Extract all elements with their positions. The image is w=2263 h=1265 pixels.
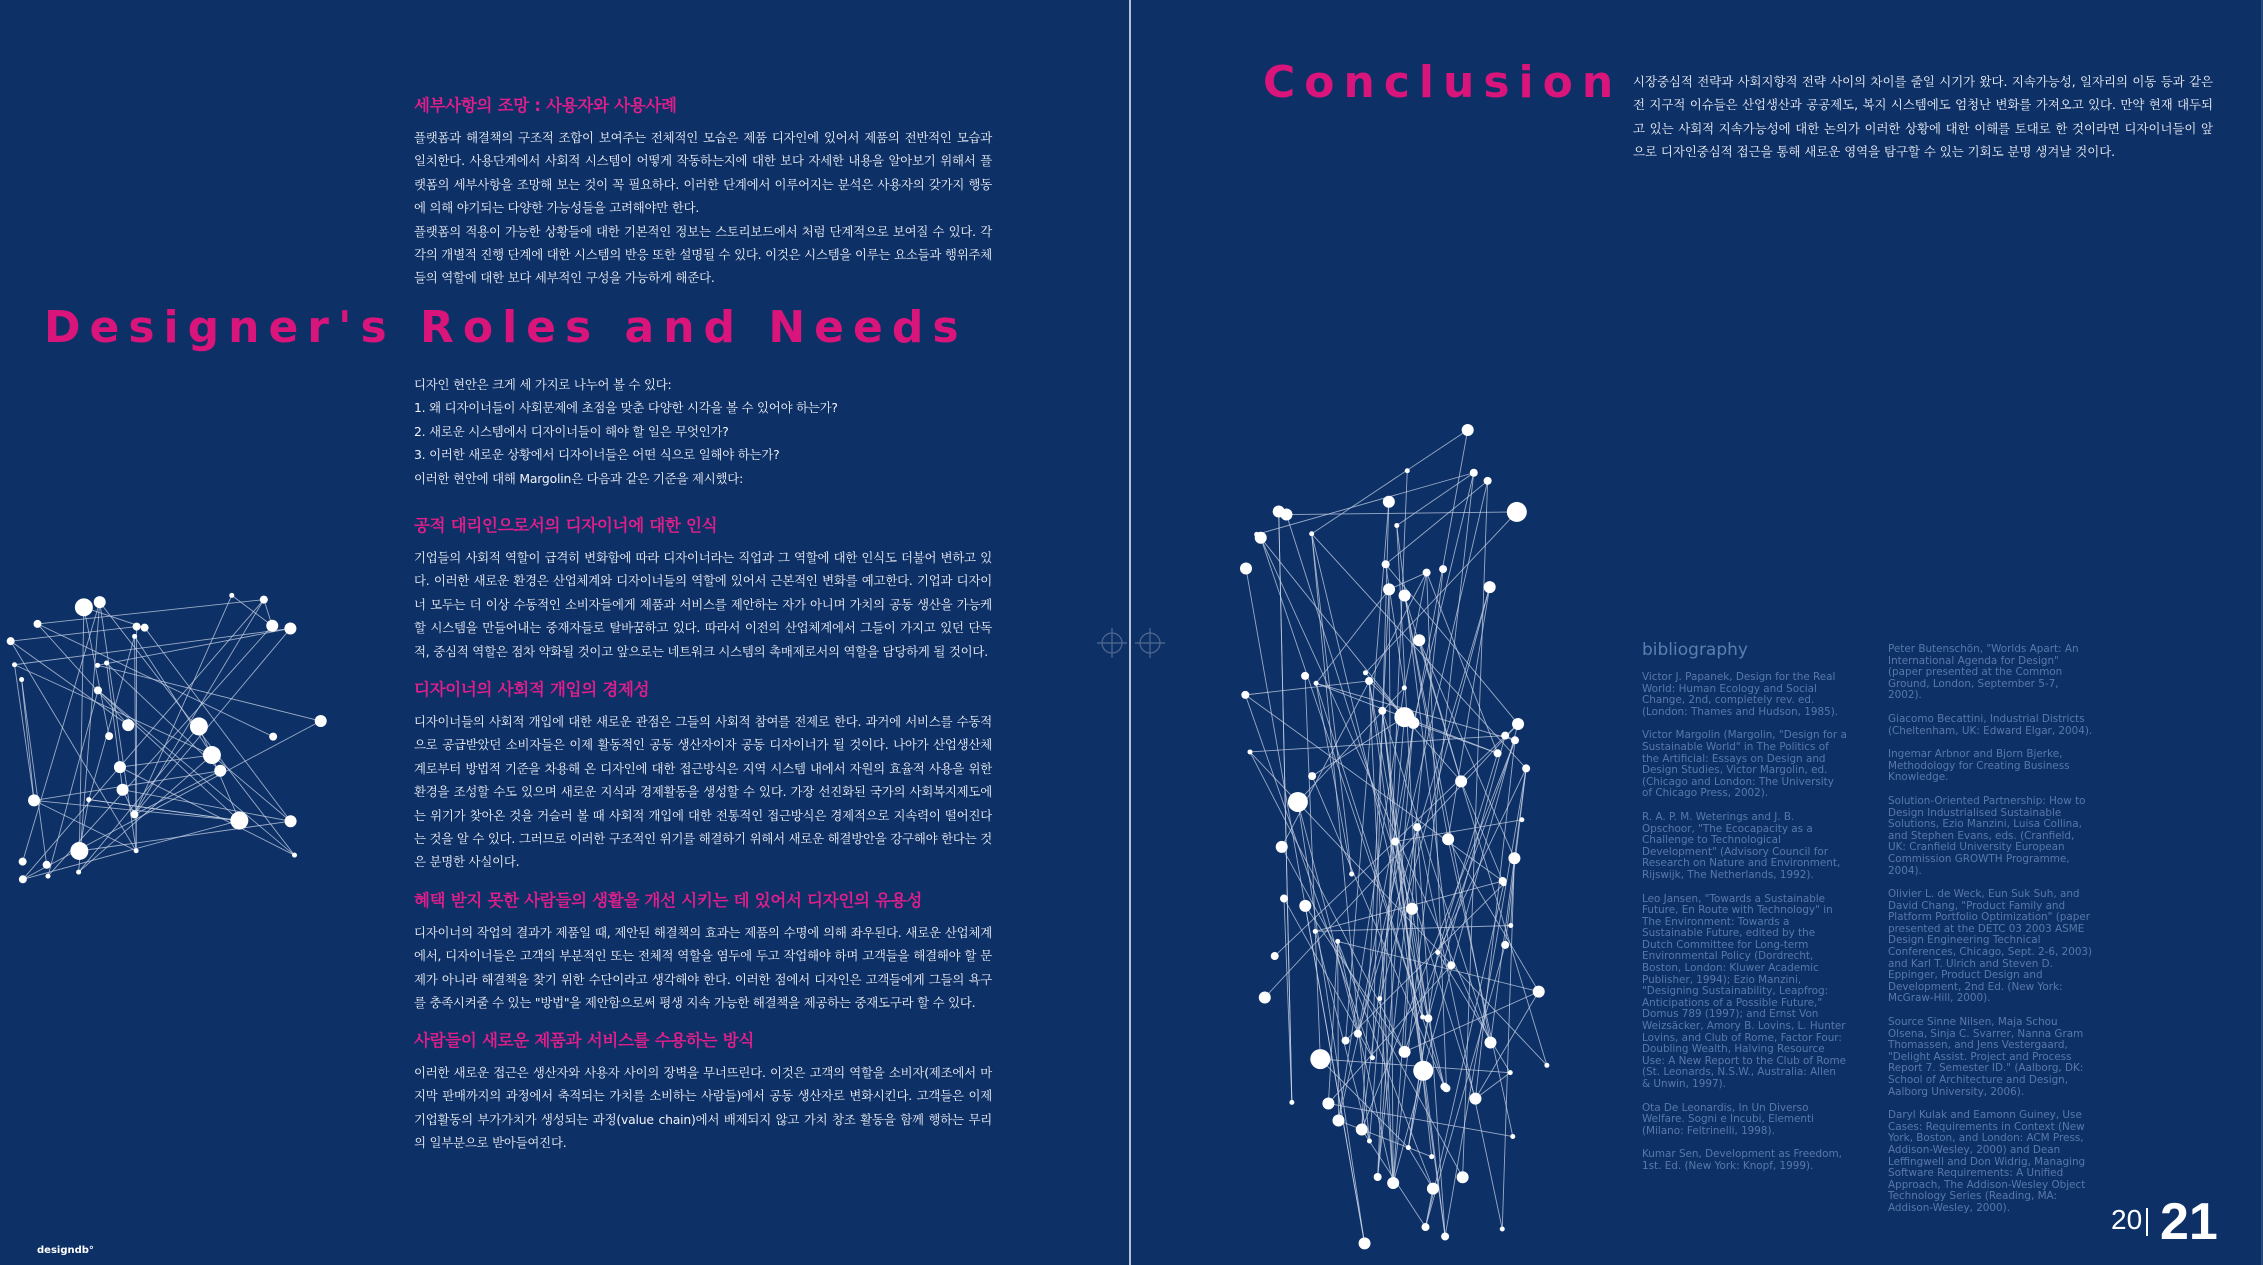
network-node [284, 622, 296, 634]
intro-line: 3. 이러한 새로운 상황에서 디자이너들은 어떤 식으로 일해야 하는가? [414, 447, 780, 463]
network-node [190, 717, 208, 735]
network-node [1365, 677, 1373, 685]
network-node [1420, 1015, 1425, 1020]
conclusion-body: 시장중심적 전략과 사회지향적 전략 사이의 차이를 줄일 시기가 왔다. 지속가능성, 일자리의 이동 등과 같은 전 지구적 이슈들은 산업생산과 공공제도, 복지 시스템에도 엄청난 변화를 가져오고 있다. 만약 현재 대두되고 있는 사회적 지속가능성에 대한 논의가 이러한 상황에 대한 이해를 토대로 한 것이라면 디자이너들이 앞으로 디자인중심적 접근을 통해 새로운 영역을 탐구할 수 있는 기회도 분명 생겨날 것이다. [1633, 74, 2213, 160]
intro-line: 이러한 현안에 대해 Margolin은 다음과 같은 기준을 제시했다: [414, 470, 744, 486]
network-link [79, 821, 290, 851]
network-node [1332, 1114, 1344, 1126]
network-node [141, 624, 149, 632]
network-node [1413, 823, 1421, 831]
network-node [1427, 1183, 1439, 1195]
network-link [11, 627, 137, 642]
network-node [1512, 718, 1524, 730]
network-node [95, 663, 100, 668]
network-node [1405, 468, 1410, 473]
network-node [1544, 1063, 1549, 1068]
network-link [11, 641, 129, 725]
network-node [1470, 469, 1478, 477]
network-node [114, 761, 126, 773]
network-node [1308, 772, 1316, 780]
network-node [130, 810, 138, 818]
network-node [1378, 707, 1386, 715]
network-node [292, 853, 297, 858]
section-acceptance [414, 1027, 992, 1155]
network-node [12, 662, 17, 667]
network-node [1254, 532, 1259, 537]
network-node [269, 733, 277, 741]
network-link [22, 680, 34, 801]
network-node [1422, 1223, 1430, 1231]
detail-view-paragraph-1: 플랫폼과 해결책의 구조적 조합이 보여주는 전체적인 모습은 제품 디자인에 있어서 제품의 전반적인 모습과 일치한다. 사용단계에서 사회적 시스템이 어떻게 작동하는지에 대한 보다 자세한 내용을 알아보기 위해서 플랫폼의 세부사항을 조망해 보는 것이 꼭 필요하다. 이러한 단계에서 이루어지는 분석은 사용자의 갖가지 행동에 의해 야기되는 다양한 가능성들을 고려해야만 한다. [414, 130, 992, 216]
network-link [1312, 430, 1468, 534]
network-node [1494, 749, 1502, 757]
section-body: 디자이너의 작업의 결과가 제품일 때, 제안된 해결책의 효과는 제품의 수명에 의해 좌우된다. 새로운 산업체계에서, 디자이너들은 고객의 부분적인 또는 전체적 역할을 염두에 두고 작업해야 하며 고객들을 해결해야 할 문제가 아니라 해결책을 찾기 위한 수단이라고 생각해야 한다. 이러한 점에서 디자인은 고객들에게 그들의 욕구를 충족시켜줄 수 있는 "방법"을 제안함으로써 평생 지속 가능한 해결책을 제공하는 중재도구라 할 수 있다. [414, 925, 992, 1011]
network-node [94, 686, 102, 694]
network-node [1382, 560, 1390, 568]
section-body: 이러한 새로운 접근은 생산자와 사용자 사이의 장벽을 무너뜨린다. 이것은 고객의 역할을 소비자(제조에서 마지막 판매까지의 과정에서 축적되는 가치를 소비하는 사람들)에서 공동 생산자로 변화시킨다. 고객들은 이제 기업활동의 부가가치가 생성되는 과정(value chain)에서 배제되지 않고 가치 창조 활동을 함께 행하는 무리의 일부분으로 받아들여진다. [414, 1065, 992, 1151]
network-node [1413, 634, 1425, 646]
network-node [1440, 1083, 1448, 1091]
network-link [1250, 752, 1405, 1052]
network-node [1391, 838, 1399, 846]
bibliography-entry: Daryl Kulak and Eamonn Guiney, Use Cases: Requirements in Context (New York, Boston, and London: ACM Press, Addison-Wesley, 2000) and Dean Leffingwell and Don Widrig, Managing Software Requirements: A Unified Approach, The Addison-Wesley Object Technology Series (Reading, MA: Addison-Wesley, 2000). [1888, 1109, 2086, 1214]
bibliography-entry: Victor Margolin (Margolin, "Design for a Sustainable World" in The Politics of the Artificial: Essays on Design and Design Studies, Victor Margolin, ed. (Chicago and London: The University of Chicago Press, 2002). [1642, 729, 1847, 800]
detail-view-block [414, 92, 992, 290]
network-link [38, 624, 274, 737]
network-node [1399, 1046, 1411, 1058]
network-link [1490, 768, 1526, 1042]
network-node [285, 815, 297, 827]
network-node [1377, 996, 1382, 1001]
network-link [1328, 965, 1451, 1103]
network-node [1406, 903, 1418, 915]
network-node [1484, 477, 1492, 485]
network-link [23, 602, 100, 861]
network-node [1288, 792, 1308, 812]
network-node [1299, 900, 1311, 912]
network-node [94, 596, 106, 608]
conclusion-block [1633, 70, 2213, 164]
network-node [266, 620, 278, 632]
network-node [86, 797, 91, 802]
network-node [34, 620, 42, 628]
network-node [1356, 1124, 1368, 1136]
network-link [1298, 802, 1365, 1243]
network-node [1276, 841, 1288, 853]
bibliography-entry: Solution-Oriented Partnership: How to Design Industrialised Sustainable Solutions, Ezio Manzini, Luisa Collina, and Stephen Evans, eds. (Cranfield, UK: Cranfield University European Commission GROWTH Programme, 2004). [1888, 794, 2086, 877]
section-heading: 혜택 받지 못한 사람들의 생활을 개선 시키는 데 있어서 디자인의 유용성 [414, 891, 922, 910]
intro-line: 1. 왜 디자이너들이 사회문제에 초점을 맞춘 다양한 시각을 볼 수 있어야 하는가? [414, 400, 838, 416]
network-node [1510, 1134, 1515, 1139]
page-number-right: 21 [2160, 1193, 2218, 1251]
network-link [123, 790, 291, 821]
bibliography-column-2 [1888, 644, 2093, 1227]
network-node [1241, 691, 1249, 699]
network-node [1501, 732, 1509, 740]
network-link [1257, 473, 1474, 535]
section-title-designers-roles: Designer's Roles and Needs [44, 302, 968, 353]
network-node [1402, 685, 1407, 690]
network-node [122, 719, 134, 731]
network-node [203, 746, 221, 764]
bibliography-title: bibliography [1642, 640, 1748, 660]
network-node [1447, 961, 1455, 969]
page-number-left: 20 [2111, 1204, 2143, 1235]
network-graphic-right [1230, 360, 1570, 1265]
network-node [1301, 672, 1309, 680]
network-node [1383, 496, 1395, 508]
network-link [98, 628, 291, 665]
network-node [45, 874, 50, 879]
network-node [1248, 749, 1253, 754]
detail-view-heading: 세부사항의 조망 : 사용자와 사용사례 [414, 96, 677, 115]
network-node [1424, 1014, 1432, 1022]
network-node [1354, 1030, 1362, 1038]
network-link [145, 628, 291, 822]
network-link [1408, 1148, 1433, 1189]
network-node [1374, 1173, 1382, 1181]
network-node [43, 861, 51, 869]
network-graphic-left [0, 560, 360, 900]
network-node [1370, 1055, 1375, 1060]
network-node [1457, 1171, 1469, 1183]
network-link [1316, 683, 1515, 740]
network-node [1501, 941, 1509, 949]
section-body: 디자이너들의 사회적 개입에 대한 새로운 관점은 그들의 사회적 참여를 전제로 한다. 과거에 서비스를 수동적으로 공급받았던 소비자들은 이제 활동적인 공동 생산자이자 공동 디자이너가 될 것이다. 나아가 산업생산체계로부터 방법적 기준을 차용해 온 디자인에 대한 접근방식은 지역 시스템 내에서 자원의 효율적 사용을 위한 환경을 조성할 수도 있으며 새로운 지식과 경제활동을 생성할 수 있다. 가장 선진화된 국가의 사회복지제도에는 위기가 찾아온 것을 거슬러 볼 때 사회적 개입에 대한 전통적인 접근방식은 경제적으로 지속력이 떨어진다는 것을 알 수 있다. 그러므로 이러한 구조적인 위기를 해결하기 위해서 새로운 해결방안을 강구해야 한다는 것은 분명한 사실이다. [414, 714, 992, 870]
network-node [1435, 950, 1440, 955]
network-link [15, 628, 291, 664]
network-link [15, 665, 35, 801]
network-node [1259, 992, 1271, 1004]
network-node [75, 598, 93, 616]
network-node [315, 715, 327, 727]
network-link [1413, 473, 1473, 723]
network-node [1240, 562, 1252, 574]
network-node [1508, 852, 1520, 864]
section-heading: 디자이너의 사회적 개입의 경제성 [414, 680, 650, 699]
network-node [104, 661, 109, 666]
network-link [212, 755, 291, 821]
network-node [1310, 1049, 1330, 1069]
bibliography-entry: Ingemar Arbnor and Bjorn Bjerke, Methodology for Creating Business Knowledge. [1888, 748, 2070, 784]
network-node [1439, 565, 1447, 573]
network-node [1519, 817, 1524, 822]
network-node [1423, 569, 1431, 577]
network-link [22, 680, 47, 865]
network-link [98, 690, 295, 855]
network-link [1286, 512, 1516, 515]
bibliography-entry: Kumar Sen, Development as Freedom, 1st. Ed. (New York: Knopf, 1999). [1642, 1148, 1842, 1172]
network-node [76, 870, 81, 875]
network-node [1501, 881, 1506, 886]
network-node [70, 842, 88, 860]
bibliography-entry: Leo Jansen, "Towards a Sustainable Future, En Route with Technology" in The Environment: Towards a Sustainable Future, edited by the Dutch Committee for Long-term Environmental Policy (Dordrecht, Boston, London: Kluwer Academic Publisher, 1994); Ezio Manzini, "Designing Sustainability, Leapfrog: Anticipations of a Possible Future," Domus 789 (1997); and Ernst Von Weizsäcker, Amory B. Lovins, L. Hunter Lovins, and Club of Rome, Factor Four: Doubling Wealth, Halving Resource Use: A New Report to the Club of Rome (St. Leonards, N.S.W., Australia: Allen & Unwin, 1997). [1642, 892, 1846, 1090]
network-node [19, 677, 24, 682]
network-node [1359, 1237, 1371, 1249]
network-node [1394, 523, 1399, 528]
section-social-economics [414, 676, 992, 874]
network-node [1280, 895, 1288, 903]
network-node [1335, 939, 1340, 944]
network-node [1271, 952, 1279, 960]
intro-line: 디자인 현안은 크게 세 가지로 나누어 볼 수 있다: [414, 377, 672, 392]
section-title-conclusion: Conclusion [1263, 57, 1623, 108]
network-link [84, 607, 109, 736]
network-node [1349, 872, 1354, 877]
network-node [1363, 670, 1368, 675]
bibliography-entry: Victor J. Papanek, Design for the Real World: Human Ecology and Social Change, 2nd, completely rev. ed. (London: Thames and Hudson, 1985). [1642, 671, 1839, 718]
network-node [1462, 424, 1474, 436]
network-link [23, 721, 321, 879]
network-link [1328, 941, 1337, 1103]
network-node [1442, 833, 1454, 845]
bibliography-entry: R. A. P. M. Weterings and J. B. Opschoor, "The Ecocapacity as a Challenge to Technological Development" (Advisory Council for Research on Nature and Environment, Rijswijk, The Netherlands, 1992). [1642, 810, 1841, 881]
network-node [1280, 509, 1292, 521]
network-node [1413, 1061, 1433, 1081]
network-node [117, 784, 129, 796]
network-node [1309, 531, 1314, 536]
network-link [34, 771, 220, 801]
network-link [38, 600, 264, 624]
bibliography-entry: Ota De Leonardis, In Un Diverso Welfare. Sogni e Incubi, Elementi (Milano: Feltrinelli, 1998). [1642, 1101, 1814, 1137]
network-node [1508, 1070, 1513, 1075]
network-link [1397, 473, 1474, 526]
network-node [1500, 1227, 1505, 1232]
bibliography-column-1 [1642, 672, 1847, 1185]
network-link [1328, 1104, 1512, 1137]
network-node [105, 732, 113, 740]
network-node [1407, 717, 1419, 729]
network-node [133, 623, 141, 631]
network-node [1511, 736, 1519, 744]
intro-block [414, 373, 992, 490]
network-node [214, 765, 226, 777]
network-node [1508, 923, 1513, 928]
network-link [1338, 1120, 1431, 1156]
network-link [120, 755, 212, 767]
network-node [1522, 764, 1530, 772]
section-body: 기업들의 사회적 역할이 급격히 변화함에 따라 디자이너라는 직업과 그 역할에 대한 인식도 더불어 변하고 있다. 이러한 새로운 환경은 산업체계와 디자이너들의 역할에 있어서 근본적인 변화를 예고한다. 기업과 디자이너 모두는 더 이상 수동적인 소비자들에게 제품과 서비스를 제안하는 자가 아니며 가치의 공동 생산을 가능케 할 시스템을 만들어내는 중재자들로 탈바꿈하고 있다. 따라서 이전의 산업체계에서 그들이 가지고 있던 단독적, 중심적 역할은 점차 약화될 것이고 앞으로는 네트워크 시스템의 촉매제로서의 역할을 담당하게 될 것이다. [414, 550, 992, 659]
intro-line: 2. 새로운 시스템에서 디자이너들이 해야 할 일은 무엇인가? [414, 423, 729, 439]
network-node [134, 848, 139, 853]
network-node [1455, 775, 1467, 787]
network-node [7, 637, 15, 645]
network-node [132, 634, 137, 639]
network-node [1313, 929, 1318, 934]
bibliography-entry: Olivier L. de Weck, Eun Suk Suh, and David Chang, "Product Family and Platform Portfolio Optimization" (paper presented at the DETC 03 2003 ASME Design Engineering Technical Conferences, Chicago, Sept. 2-6, 2003) and Karl T. Ulrich and Steven D. Eppinger, Product Design and Development, 2nd Ed. (New York: McGraw-Hill, 2000). [1888, 888, 2093, 1005]
registration-mark [1095, 625, 1167, 661]
bibliography-entry: Giacomo Becattini, Industrial Districts (Cheltenham, UK: Edward Elgar, 2004). [1888, 712, 2093, 737]
network-node [1367, 1139, 1372, 1144]
section-heading: 공적 대리인으로서의 디자이너에 대한 인식 [414, 516, 718, 535]
network-node [1383, 583, 1395, 595]
network-node [1533, 986, 1545, 998]
brand-logo: designdb° [37, 1245, 94, 1256]
network-node [1484, 1037, 1496, 1049]
bibliography-entry: Peter Butenschön, "Worlds Apart: An International Agenda for Design" (paper presented at the Common Ground, London, September 5-7, 2002). [1888, 643, 2079, 702]
network-node [19, 875, 27, 883]
network-node [1484, 581, 1496, 593]
network-link [1338, 941, 1393, 1183]
network-node [260, 596, 268, 604]
network-node [1469, 1093, 1481, 1105]
section-design-usefulness [414, 887, 992, 1015]
detail-view-paragraph-2: 플랫폼의 적용이 가능한 상황들에 대한 기본적인 정보는 스토리보드에서 처럼 단계적으로 보여질 수 있다. 각각의 개별적 진행 단계에 대한 시스템의 반응 또한 설명될 수 있다. 이것은 시스템을 이루는 요소들과 행위주체들의 역할에 대한 보다 세부적인 구성을 가능하게 해준다. [414, 223, 992, 286]
network-node [28, 794, 40, 806]
network-node [1289, 1100, 1294, 1105]
network-link [1448, 839, 1539, 991]
section-heading: 사람들이 새로운 제품과 서비스를 수용하는 방식 [414, 1031, 755, 1050]
network-node [1507, 502, 1527, 522]
network-node [1322, 1098, 1334, 1110]
network-link [79, 726, 199, 872]
bibliography-entry: Source Sinne Nilsen, Maja Schou Olsena, Sinja C. Svarrer, Nanna Gram Thomassen, and Jens Vestergaard, "Delight Assist. Project and Process Report 7. Semester ID." (Aalborg, DK: School of Architecture and Design, Aalborg University, 2006). [1888, 1016, 2084, 1098]
network-link [1475, 1073, 1510, 1099]
network-node [230, 812, 248, 830]
network-node [1342, 1037, 1350, 1045]
network-node [1429, 1154, 1434, 1159]
network-node [19, 858, 27, 866]
network-node [1406, 1145, 1411, 1150]
network-node [229, 593, 234, 598]
network-link [1405, 595, 1547, 1065]
network-node [1387, 1177, 1399, 1189]
page-number-separator [2146, 1208, 2148, 1236]
network-node [1314, 681, 1319, 686]
network-node [1399, 589, 1411, 601]
network-node [1441, 1232, 1449, 1240]
section-public-agent [414, 512, 992, 663]
